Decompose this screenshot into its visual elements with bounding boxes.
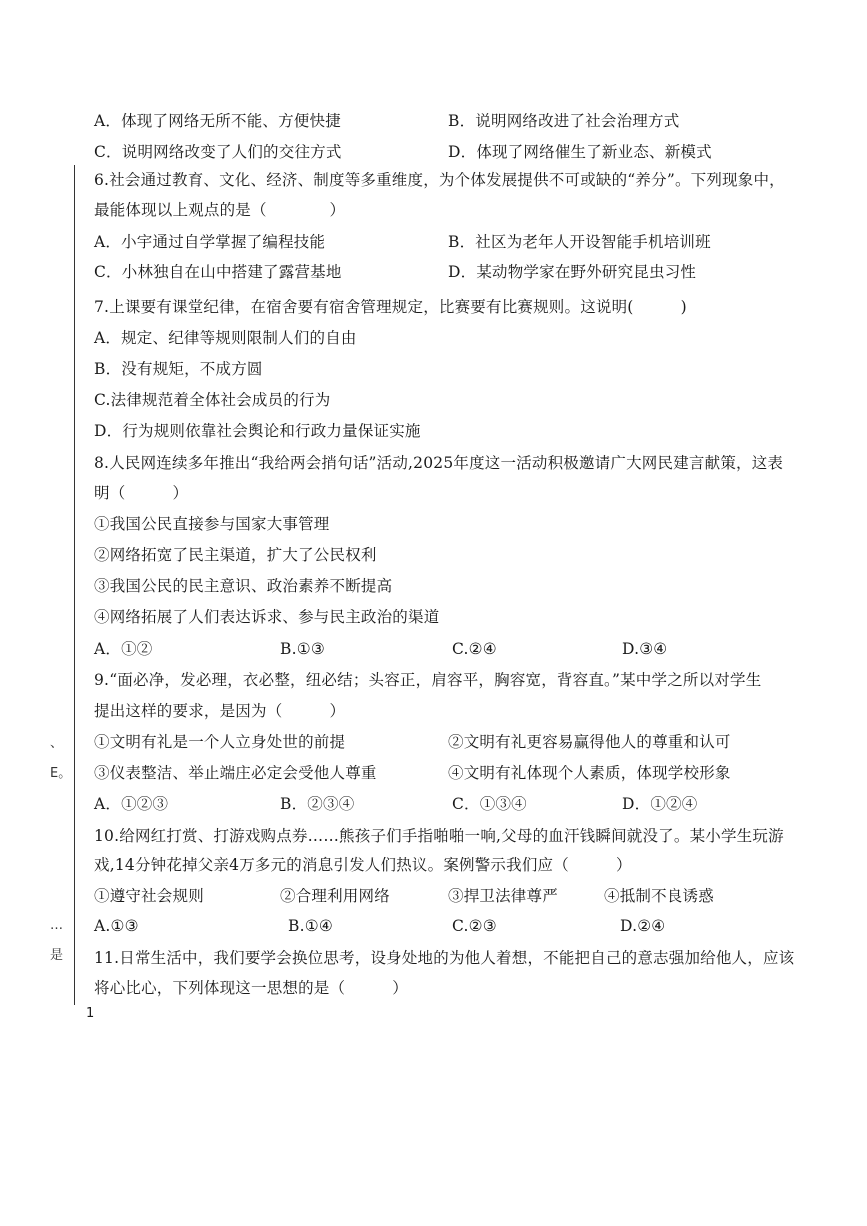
- option-c: C.法律规范着全体社会成员的行为: [94, 391, 331, 409]
- option-c: C．说明网络改变了人们的交往方式: [94, 143, 342, 161]
- option-d: D．体现了网络催生了新业态、新模式: [448, 143, 712, 161]
- option-c: C．①③④: [452, 795, 527, 813]
- question-8-stem: 8.人民网连续多年推出“我给两会捎句话”活动,2025年度这一活动积极邀请广大网民建言献策，这表: [94, 454, 784, 472]
- option-d: D．行为规则依靠社会舆论和行政力量保证实施: [94, 422, 421, 440]
- statement-3: ③捍卫法律尊严: [448, 887, 558, 905]
- option-a: A．①②③: [94, 795, 169, 813]
- page-number: 1: [86, 1006, 95, 1021]
- statement-3: ③我国公民的民主意识、政治素养不断提高: [94, 577, 393, 595]
- option-c: C.②③: [452, 917, 497, 935]
- option-b: B．说明网络改进了社会治理方式: [448, 112, 680, 130]
- statement-1: ①文明有礼是一个人立身处世的前提: [94, 733, 346, 751]
- option-c: C．小林独自在山中搭建了露营基地: [94, 263, 342, 281]
- option-c: C.②④: [452, 640, 497, 658]
- binding-margin-line: [74, 165, 75, 1005]
- option-d: D.②④: [620, 917, 666, 935]
- statement-2: ②网络拓宽了民主渠道，扩大了公民权利: [94, 546, 377, 564]
- option-a: A．小宇通过自学掌握了编程技能: [94, 233, 326, 251]
- question-10-stem: 10.给网红打赏、打游戏购点券……熊孩子们手指啪啪一响,父母的血汗钱瞬间就没了。某小学生玩游: [94, 827, 784, 845]
- question-10-stem-cont: 戏,14分钟花掉父亲4万多元的消息引发人们热议。案例警示我们应（ ）: [94, 856, 632, 874]
- margin-mark: 、: [50, 736, 64, 751]
- statement-2: ②合理利用网络: [280, 887, 390, 905]
- option-a: A．①②: [94, 640, 153, 658]
- question-7-stem: 7.上课要有课堂纪律，在宿舍要有宿舍管理规定，比赛要有比赛规则。这说明( ): [94, 298, 687, 316]
- statement-4: ④抵制不良诱惑: [604, 887, 714, 905]
- statement-1: ①我国公民直接参与国家大事管理: [94, 515, 330, 533]
- option-a: A.①③: [94, 917, 139, 935]
- option-b: B．没有规矩，不成方圆: [94, 360, 263, 378]
- statement-4: ④网络拓展了人们表达诉求、参与民主政治的渠道: [94, 608, 440, 626]
- statement-2: ②文明有礼更容易赢得他人的尊重和认可: [448, 733, 731, 751]
- question-11-stem: 11.日常生活中，我们要学会换位思考，设身处地的为他人着想，不能把自己的意志强加给他人，应该: [94, 949, 795, 967]
- question-8-stem-cont: 明（ ）: [94, 484, 189, 502]
- margin-mark: 是: [50, 948, 64, 963]
- option-d: D.③④: [622, 640, 668, 658]
- option-d: D．①②④: [622, 795, 698, 813]
- option-b: B.①④: [288, 917, 333, 935]
- question-11-stem-cont: 将心比心，下列体现这一思想的是（ ）: [94, 979, 409, 997]
- option-a: A．规定、纪律等规则限制人们的自由: [94, 329, 357, 347]
- question-6-stem-cont: 最能体现以上观点的是（ ）: [94, 201, 346, 219]
- statement-1: ①遵守社会规则: [94, 887, 204, 905]
- option-b: B.①③: [280, 640, 325, 658]
- statement-4: ④文明有礼体现个人素质，体现学校形象: [448, 764, 731, 782]
- margin-mark: …: [50, 918, 63, 933]
- option-d: D．某动物学家在野外研究昆虫习性: [448, 263, 697, 281]
- question-9-stem-cont: 提出这样的要求，是因为（ ）: [94, 702, 346, 720]
- question-9-stem: 9.“面必净，发必理，衣必整，纽必结；头容正，肩容平，胸容宽，背容直。”某中学之所以对学生: [94, 671, 762, 689]
- option-b: B．②③④: [280, 795, 355, 813]
- option-b: B．社区为老年人开设智能手机培训班: [448, 233, 711, 251]
- question-6-stem: 6.社会通过教育、文化、经济、制度等多重维度，为个体发展提供不可或缺的“养分”。下列现象中，: [94, 171, 785, 189]
- statement-3: ③仪表整洁、举止端庄必定会受他人尊重: [94, 764, 377, 782]
- margin-mark: E。: [50, 766, 72, 781]
- option-a: A．体现了网络无所不能、方便快捷: [94, 112, 341, 130]
